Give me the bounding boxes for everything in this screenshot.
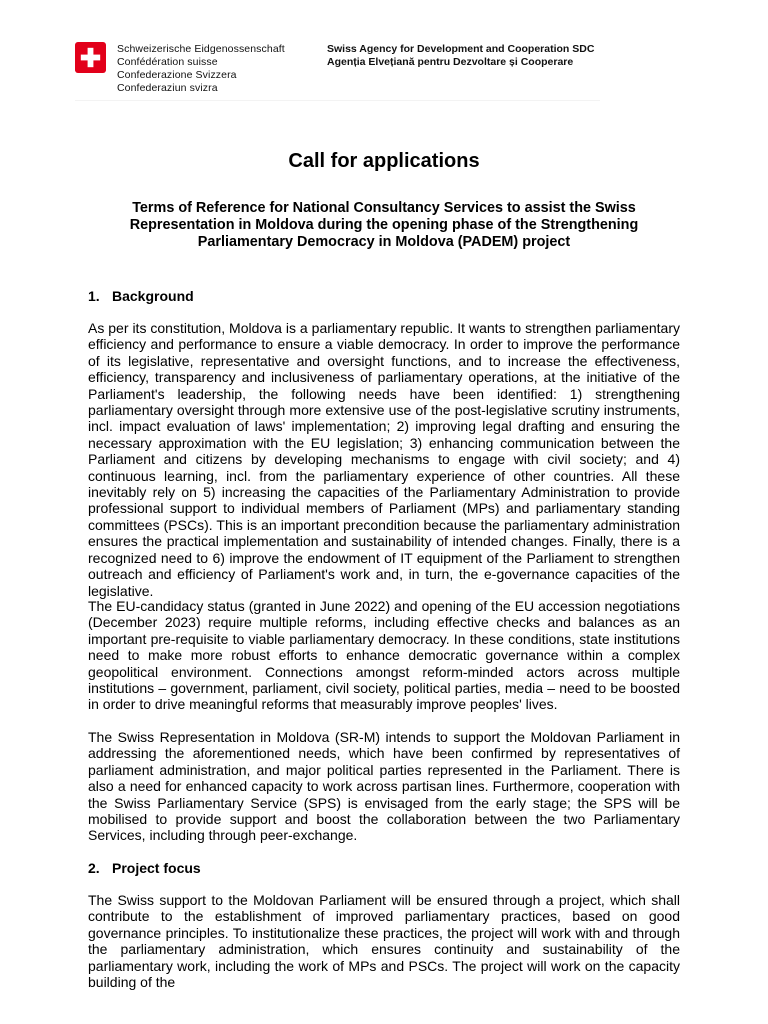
language-name: Schweizerische Eidgenossenschaft [117, 43, 285, 55]
section-heading-background [88, 288, 194, 304]
page-subtitle: Terms of Reference for National Consultancy Services to assist the Swiss Representation in Moldova during the opening phase of the Strengthening Parliamentary Democracy in Moldova (PADEM) project [129, 200, 639, 250]
paragraph: The Swiss Representation in Moldova (SR-M) intends to support the Moldovan Parliament in addressing the aforementioned needs, which have been confirmed by representatives of parliament administration, and major political parties represented in the Parliament. There is also a need for enhanced capacity to work across partisan lines. Furthermore, cooperation with the Swiss Parliamentary Service (SPS) is envisaged from the early stage; the SPS will be mobilised to provide support and boost the collaboration between the two Parliamentary Services, including through peer-exchange. [88, 729, 680, 844]
language-name: Confederazione Svizzera [117, 69, 237, 81]
confederation-names [117, 43, 285, 95]
section-number: 2. [88, 860, 100, 876]
paragraph: As per its constitution, Moldova is a parliamentary republic. It wants to strengthen parliamentary efficiency and performance to ensure a viable democracy. In order to improve the performance of its legislative, representative and oversight functions, and to increase the effectiveness, efficiency, transparency and inclusiveness of parliamentary operations, at the initiative of the Parliament's leadership, the following needs have been identified: 1) strengthening parliamentary oversight through more extensive use of the post-legislative scrutiny instruments, incl. impact evaluation of laws' implementation; 2) improving legal drafting and ensuring the necessary approximation with the EU legislation; 3) enhancing communication between the Parliament and citizens by developing mechanisms to engage with civil society; and 4) continuous learning, incl. from the parliamentary experience of other countries. All these inevitably rely on 5) increasing the capacities of the Parliamentary Administration to provide professional support to individual members of Parliament (MPs) and parliamentary standing committees (PSCs). This is an important precondition because the parliamentary administration ensures the practical implementation and sustainability of intended changes. Finally, there is a recognized need to 6) improve the endowment of IT equipment of the Parliament to strengthen outreach and efficiency of Parliament's work and, in turn, the e-governance capacities of the legislative. [88, 320, 680, 599]
page-title: Call for applications [288, 150, 480, 172]
language-name: Confederaziun svizra [117, 82, 218, 94]
paragraph: The Swiss support to the Moldovan Parliament will be ensured through a project, which shall contribute to the establishment of improved parliamentary practices, based on good governance principles. To institutionalize these practices, the project will work with and through the parliamentary administration, which ensures continuity and sustainability of the parliamentary work, including the work of MPs and PSCs. The project will work on the capacity building of the [88, 892, 680, 991]
section-title: Background [112, 288, 194, 304]
section-title: Project focus [112, 860, 201, 876]
swiss-flag-icon [75, 42, 106, 73]
header-divider [75, 100, 600, 101]
section-heading-project-focus [88, 860, 201, 876]
paragraph: The EU-candidacy status (granted in June 2022) and opening of the EU accession negotiations (December 2023) require multiple reforms, including effective checks and balances as an important pre-requisite to viable parliamentary democracy. In these conditions, state institutions need to make more robust efforts to enhance democratic governance within a complex geopolitical environment. Connections amongst reform-minded actors across multiple institutions – government, parliament, civil society, political parties, media – need to be boosted in order to drive meaningful reforms that measurably improve peoples' lives. [88, 598, 680, 713]
agency-name-en: Swiss Agency for Development and Cooperation SDC [327, 43, 595, 55]
agency-name [327, 43, 594, 69]
language-name: Confédération suisse [117, 56, 218, 68]
agency-name-ro: Agenția Elvețiană pentru Dezvoltare și Cooperare [327, 56, 574, 68]
letterhead [75, 40, 695, 100]
section-number: 1. [88, 288, 100, 304]
